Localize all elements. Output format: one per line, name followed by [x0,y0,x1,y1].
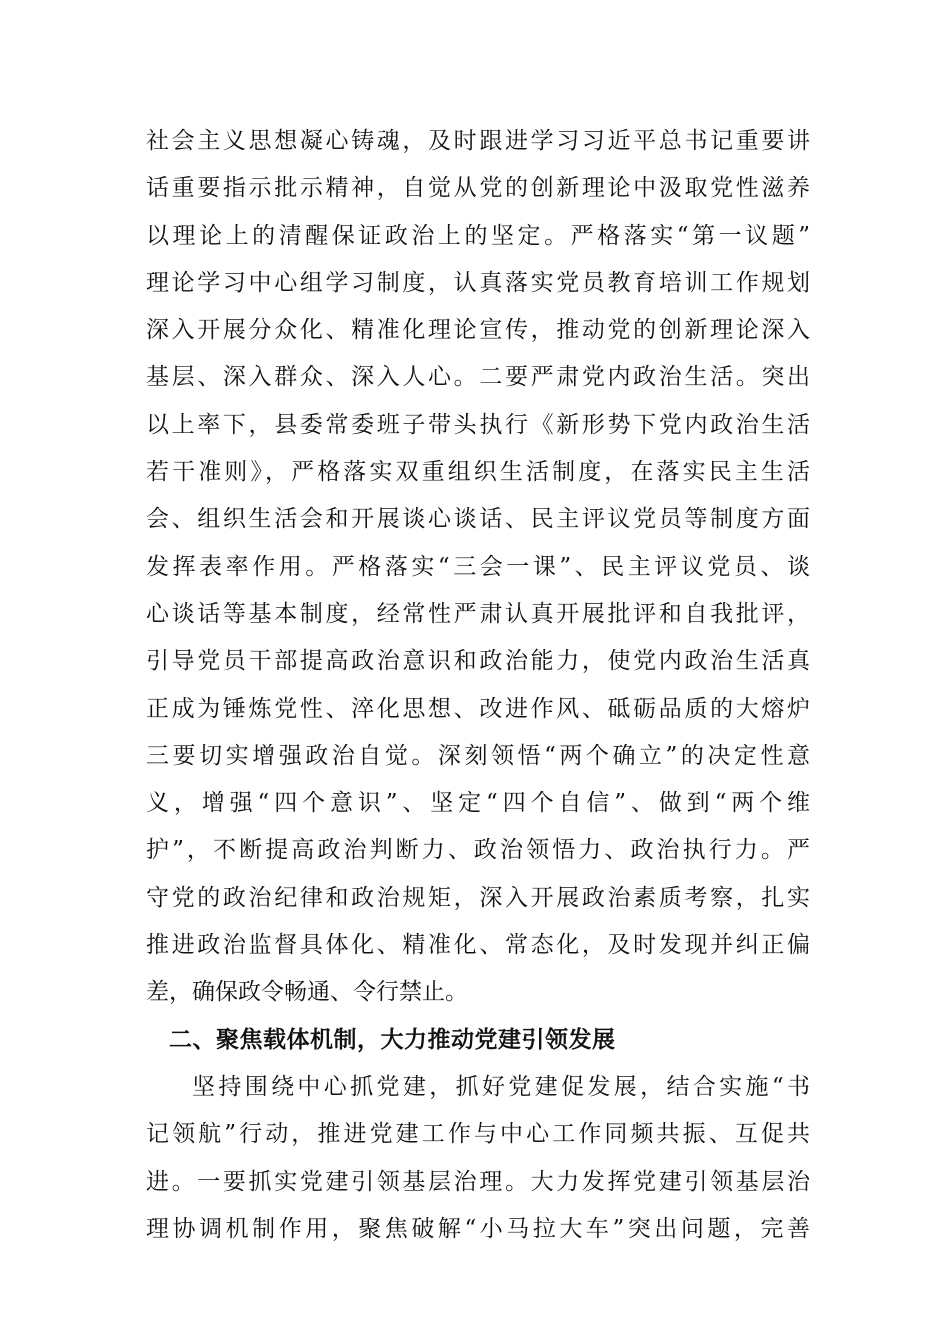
text-line: 话重要指示批示精神，自觉从党的创新理论中汲取党性滋养 [146,175,810,202]
text-line: 会、组织生活会和开展谈心谈话、民主评议党员等制度方面 [146,506,810,533]
text-line: 发挥表率作用。严格落实“三会一课”、民主评议党员、谈 [146,553,810,580]
section-heading: 二、聚焦载体机制，大力推动党建引领发展 [169,1026,616,1053]
text-line: 深入开展分众化、精准化理论宣传，推动党的创新理论深入 [146,317,810,344]
text-line: 义，增强“四个意识”、坚定“四个自信”、做到“两个维 [146,790,810,817]
text-line: 引导党员干部提高政治意识和政治能力，使党内政治生活真 [146,648,810,675]
text-line: 正成为锤炼党性、淬化思想、改进作风、砥砺品质的大熔炉 [146,695,810,722]
text-line: 基层、深入群众、深入人心。二要严肃党内政治生活。突出 [146,364,810,391]
text-line: 理论学习中心组学习制度，认真落实党员教育培训工作规划 [146,269,810,296]
text-line: 护”，不断提高政治判断力、政治领悟力、政治执行力。严 [146,837,810,864]
text-line: 坚持围绕中心抓党建，抓好党建促发展，结合实施“书 [192,1073,810,1100]
text-line: 差，确保政令畅通、令行禁止。 [146,979,468,1006]
text-line: 守党的政治纪律和政治规矩，深入开展政治素质考察，扎实 [146,884,810,911]
text-line: 心谈话等基本制度，经常性严肃认真开展批评和自我批评， [146,600,810,627]
text-line: 三要切实增强政治自觉。深刻领悟“两个确立”的决定性意 [146,742,810,769]
text-line: 推进政治监督具体化、精准化、常态化，及时发现并纠正偏 [146,932,810,959]
text-line: 理协调机制作用，聚焦破解“小马拉大车”突出问题，完善 [146,1215,810,1242]
text-line: 社会主义思想凝心铸魂，及时跟进学习习近平总书记重要讲 [146,128,810,154]
text-line: 以理论上的清醒保证政治上的坚定。严格落实“第一议题” [146,222,810,249]
text-line: 记领航”行动，推进党建工作与中心工作同频共振、互促共 [146,1121,810,1148]
body-text [146,118,810,1253]
text-line: 进。一要抓实党建引领基层治理。大力发挥党建引领基层治 [146,1168,810,1195]
text-line: 以上率下，县委常委班子带头执行《新形势下党内政治生活 [146,411,810,438]
text-line: 若干准则》，严格落实双重组织生活制度，在落实民主生活 [146,459,810,486]
